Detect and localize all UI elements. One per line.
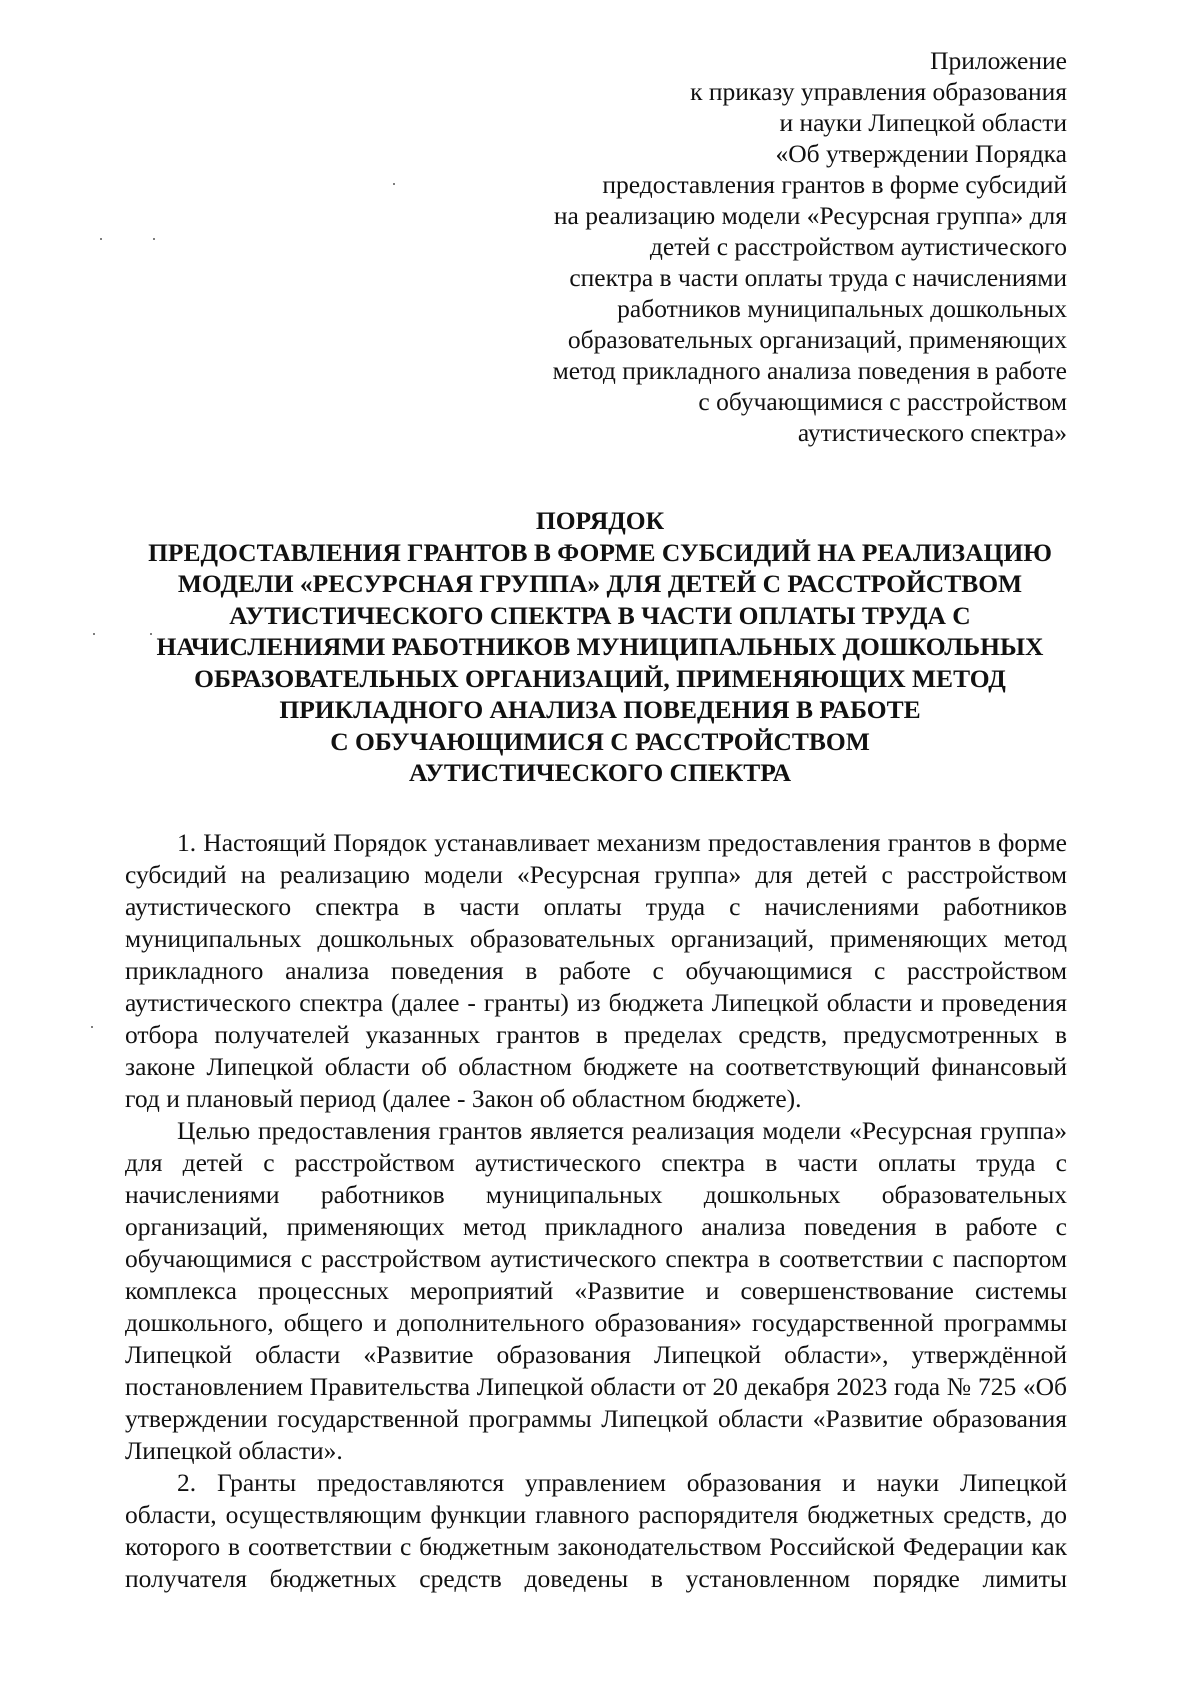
- appendix-line: предоставления грантов в форме субсидий: [602, 170, 1067, 199]
- body-line: получателя бюджетных средств доведены в установленном порядке лимиты: [125, 1564, 1067, 1593]
- appendix-line: метод прикладного анализа поведения в работе: [552, 356, 1067, 385]
- paragraph-3: [125, 1467, 1067, 1595]
- appendix-line: образовательных организаций, применяющих: [567, 325, 1067, 354]
- document-body: [125, 827, 1067, 1595]
- body-line: прикладного анализа поведения в работе с обучающимися с расстройством: [125, 956, 1067, 985]
- body-line: 1. Настоящий Порядок устанавливает механизм предоставления грантов в форме: [177, 828, 1067, 857]
- body-line: начислениями работников муниципальных дошкольных образовательных: [125, 1180, 1067, 1209]
- body-line: организаций, применяющих метод прикладного анализа поведения в работе с: [125, 1212, 1067, 1241]
- appendix-line: с обучающимися с расстройством: [698, 387, 1067, 416]
- title-line: ПРИКЛАДНОГО АНАЛИЗА ПОВЕДЕНИЯ В РАБОТЕ: [279, 695, 921, 724]
- title-line: ПОРЯДОК: [535, 506, 665, 535]
- body-line: области, осуществляющим функции главного распорядителя бюджетных средств, до: [125, 1500, 1067, 1529]
- body-line: год и плановый период (далее - Закон об областном бюджете).: [125, 1084, 802, 1113]
- body-line: аутистического спектра (далее - гранты) из бюджета Липецкой области и проведения: [125, 988, 1067, 1017]
- body-line: дошкольного, общего и дополнительного образования» государственной программы: [125, 1308, 1067, 1337]
- appendix-header: [553, 45, 1067, 448]
- body-line: 2. Гранты предоставляются управлением образования и науки Липецкой: [177, 1468, 1067, 1497]
- appendix-line: Приложение: [930, 46, 1067, 75]
- title-line: АУТИСТИЧЕСКОГО СПЕКТРА В ЧАСТИ ОПЛАТЫ ТРУДА С: [229, 600, 971, 630]
- scan-speck: [150, 633, 152, 635]
- scan-speck: [93, 633, 95, 635]
- appendix-line: к приказу управления образования: [690, 77, 1067, 106]
- title-line: ОБРАЗОВАТЕЛЬНЫХ ОРГАНИЗАЦИЙ, ПРИМЕНЯЮЩИХ МЕТОД: [194, 663, 1006, 693]
- appendix-line: работников муниципальных дошкольных: [617, 294, 1067, 323]
- appendix-line: детей с расстройством аутистического: [649, 232, 1067, 261]
- body-line: обучающимися с расстройством аутистического спектра в соответствии с паспортом: [125, 1244, 1067, 1273]
- scan-speck: [91, 1026, 93, 1028]
- appendix-line: спектра в части оплаты труда с начислениями: [569, 263, 1067, 292]
- appendix-line: и науки Липецкой области: [779, 108, 1067, 137]
- body-line: субсидий на реализацию модели «Ресурсная группа» для детей с расстройством: [125, 860, 1067, 889]
- body-line: для детей с расстройством аутистического спектра в части оплаты труда с: [125, 1148, 1067, 1177]
- document-title: [100, 505, 1100, 789]
- body-line: Целью предоставления грантов является реализация модели «Ресурсная группа»: [177, 1116, 1067, 1145]
- body-line: отбора получателей указанных грантов в пределах средств, предусмотренных в: [125, 1020, 1067, 1049]
- title-line: АУТИСТИЧЕСКОГО СПЕКТРА: [408, 758, 792, 787]
- body-line: аутистического спектра в части оплаты труда с начислениями работников: [125, 892, 1067, 921]
- body-line: комплекса процессных мероприятий «Развитие и совершенствование системы: [125, 1276, 1067, 1305]
- body-line: Липецкой области «Развитие образования Липецкой области», утверждённой: [125, 1340, 1067, 1369]
- paragraph-1: [125, 827, 1067, 1115]
- body-line: постановлением Правительства Липецкой области от 20 декабря 2023 года № 725 «Об: [125, 1372, 1067, 1401]
- title-line: МОДЕЛИ «РЕСУРСНАЯ ГРУППА» ДЛЯ ДЕТЕЙ С РАССТРОЙСТВОМ: [177, 569, 1023, 598]
- body-line: Липецкой области».: [125, 1436, 343, 1465]
- paragraph-2: [125, 1115, 1067, 1467]
- body-line: муниципальных дошкольных образовательных организаций, применяющих метод: [125, 924, 1067, 953]
- body-line: которого в соответствии с бюджетным законодательством Российской Федерации как: [125, 1532, 1067, 1561]
- title-line: С ОБУЧАЮЩИМИСЯ С РАССТРОЙСТВОМ: [330, 726, 870, 756]
- scan-speck: [153, 238, 155, 240]
- title-line: НАЧИСЛЕНИЯМИ РАБОТНИКОВ МУНИЦИПАЛЬНЫХ ДОШКОЛЬНЫХ: [156, 632, 1044, 661]
- scan-speck: [100, 238, 102, 240]
- title-line: ПРЕДОСТАВЛЕНИЯ ГРАНТОВ В ФОРМЕ СУБСИДИЙ НА РЕАЛИЗАЦИЮ: [148, 537, 1052, 567]
- appendix-line: «Об утверждении Порядка: [775, 139, 1067, 168]
- body-line: утверждении государственной программы Липецкой области «Развитие образования: [125, 1404, 1067, 1433]
- appendix-line: на реализацию модели «Ресурсная группа» для: [553, 201, 1067, 230]
- body-line: законе Липецкой области об областном бюджете на соответствующий финансовый: [125, 1052, 1067, 1081]
- scan-speck: [393, 183, 395, 185]
- appendix-line: аутистического спектра»: [797, 418, 1067, 447]
